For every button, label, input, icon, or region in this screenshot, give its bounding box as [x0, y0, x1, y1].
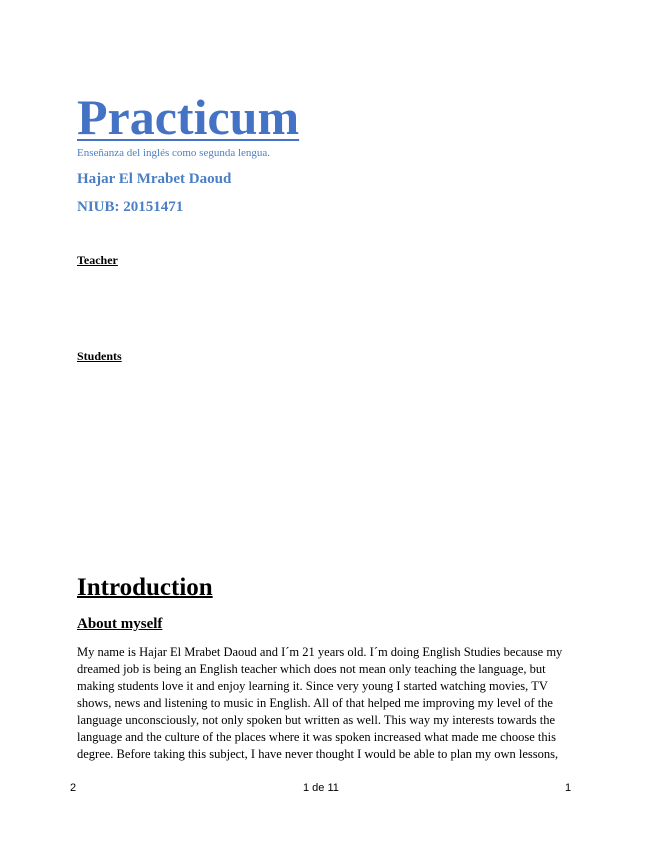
- document-title: Practicum: [77, 89, 300, 145]
- paragraph-line: dreamed job is being an English teacher which does not mean only teaching the language, but: [77, 662, 546, 676]
- paragraph-line: My name is Hajar El Mrabet Daoud and I´m 21 years old. I´m doing English Studies because my: [77, 645, 563, 659]
- teacher-label: Teacher: [77, 253, 118, 267]
- introduction-paragraph: [77, 644, 582, 763]
- introduction-heading: Introduction: [77, 574, 213, 601]
- paragraph-line: language unconsciously, not only spoken but written as well. This way my interests towards the: [77, 713, 556, 727]
- document-subtitle: Enseñanza del inglés como segunda lengua.: [77, 147, 271, 159]
- niub-number: NIUB: 20151471: [77, 199, 184, 215]
- footer-left-number: 2: [70, 782, 77, 794]
- author-name: Hajar El Mrabet Daoud: [77, 171, 232, 187]
- paragraph-line: degree. Before taking this subject, I have never thought I would be able to plan my own lessons,: [77, 747, 559, 761]
- students-label: Students: [77, 349, 122, 363]
- page-indicator: 1 de 11: [303, 782, 339, 794]
- footer-page-number: 1: [565, 782, 572, 794]
- paragraph-line: shows, news and listening to music in English. All of that helped me improving my level of the: [77, 696, 553, 710]
- paragraph-line: language and the culture of the places where it was spoken increased what made me choose this: [77, 730, 556, 744]
- about-myself-heading: About myself: [77, 616, 163, 632]
- paragraph-line: making students love it and enjoy learning it. Since very young I started watching movies, TV: [77, 679, 548, 693]
